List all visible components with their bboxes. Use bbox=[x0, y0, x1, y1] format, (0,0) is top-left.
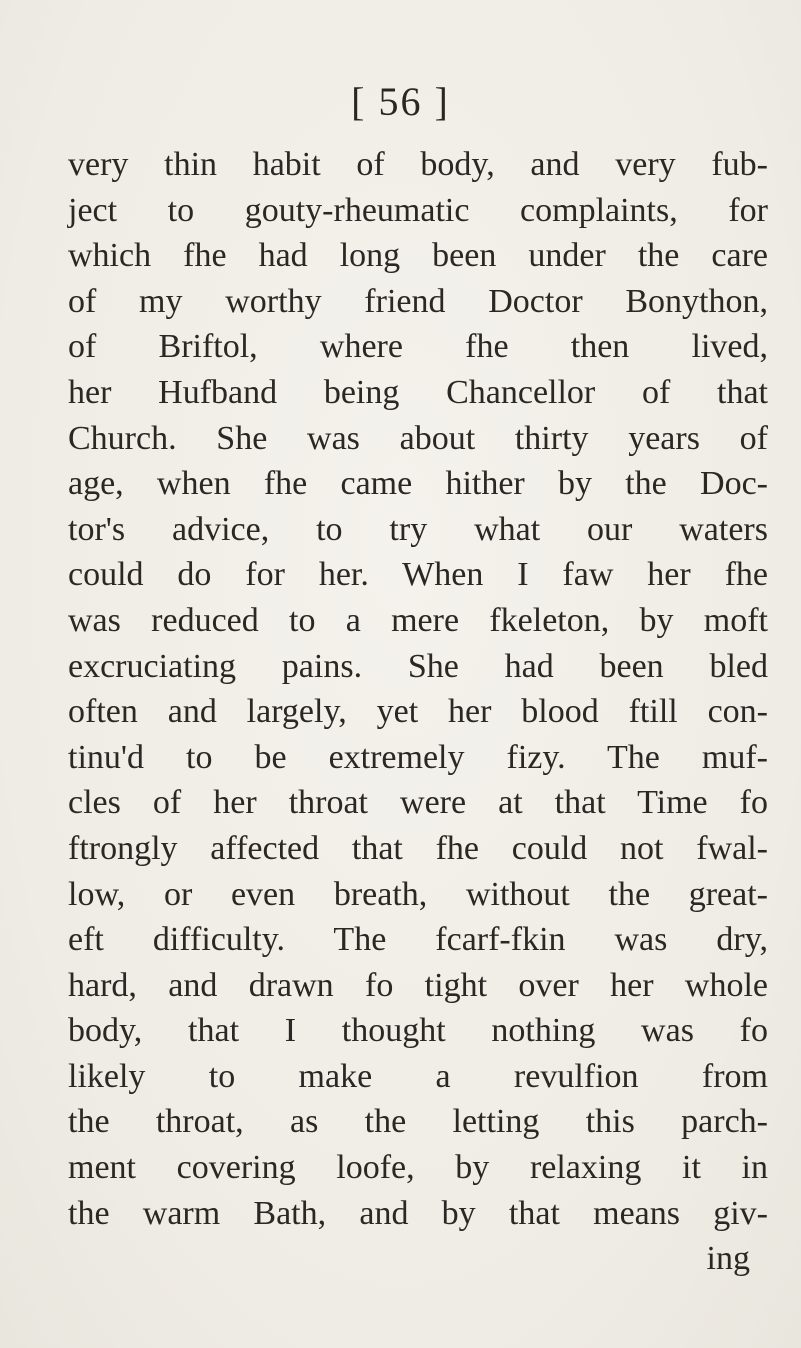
text-line: could do for her. When I faw her fhe bbox=[68, 556, 768, 594]
text-line: the throat, as the letting this parch- bbox=[68, 1103, 768, 1141]
text-line: likely to make a revulfion from bbox=[68, 1057, 768, 1095]
text-line: very thin habit of body, and very fub- bbox=[68, 146, 768, 183]
text-line: Church. She was about thirty years of bbox=[68, 419, 768, 457]
body-text bbox=[68, 142, 768, 1282]
text-line: excruciating pains. She had been bled bbox=[68, 647, 768, 685]
text-line: tinu'd to be extremely fizy. The muf- bbox=[68, 738, 768, 776]
text-line: often and largely, yet her blood ftill con- bbox=[68, 693, 768, 731]
text-line: was reduced to a mere fkeleton, by moft bbox=[68, 601, 768, 639]
text-line: the warm Bath, and by that means giv- bbox=[68, 1194, 768, 1232]
text-line: eft difficulty. The fcarf-fkin was dry, bbox=[68, 921, 768, 959]
text-line: ftrongly affected that fhe could not fwal- bbox=[68, 829, 768, 867]
text-line: hard, and drawn fo tight over her whole bbox=[68, 966, 768, 1004]
text-line: age, when fhe came hither by the Doc- bbox=[68, 465, 768, 503]
text-line: tor's advice, to try what our waters bbox=[68, 510, 768, 548]
text-line: of my worthy friend Doctor Bonython, bbox=[68, 282, 768, 320]
text-line: body, that I thought nothing was fo bbox=[68, 1012, 768, 1050]
page-number: [ 56 ] bbox=[351, 79, 450, 124]
text-line: ment covering loofe, by relaxing it in bbox=[68, 1149, 768, 1187]
text-line: which fhe had long been under the care bbox=[68, 237, 768, 275]
text-line: low, or even breath, without the great- bbox=[68, 875, 768, 913]
text-line: of Briftol, where fhe then lived, bbox=[68, 328, 768, 366]
catchword: ing bbox=[706, 1240, 750, 1278]
text-line: cles of her throat were at that Time fo bbox=[68, 784, 768, 822]
text-line: her Hufband being Chancellor of that bbox=[68, 373, 768, 411]
text-line: ject to gouty-rheumatic complaints, for bbox=[68, 191, 768, 229]
